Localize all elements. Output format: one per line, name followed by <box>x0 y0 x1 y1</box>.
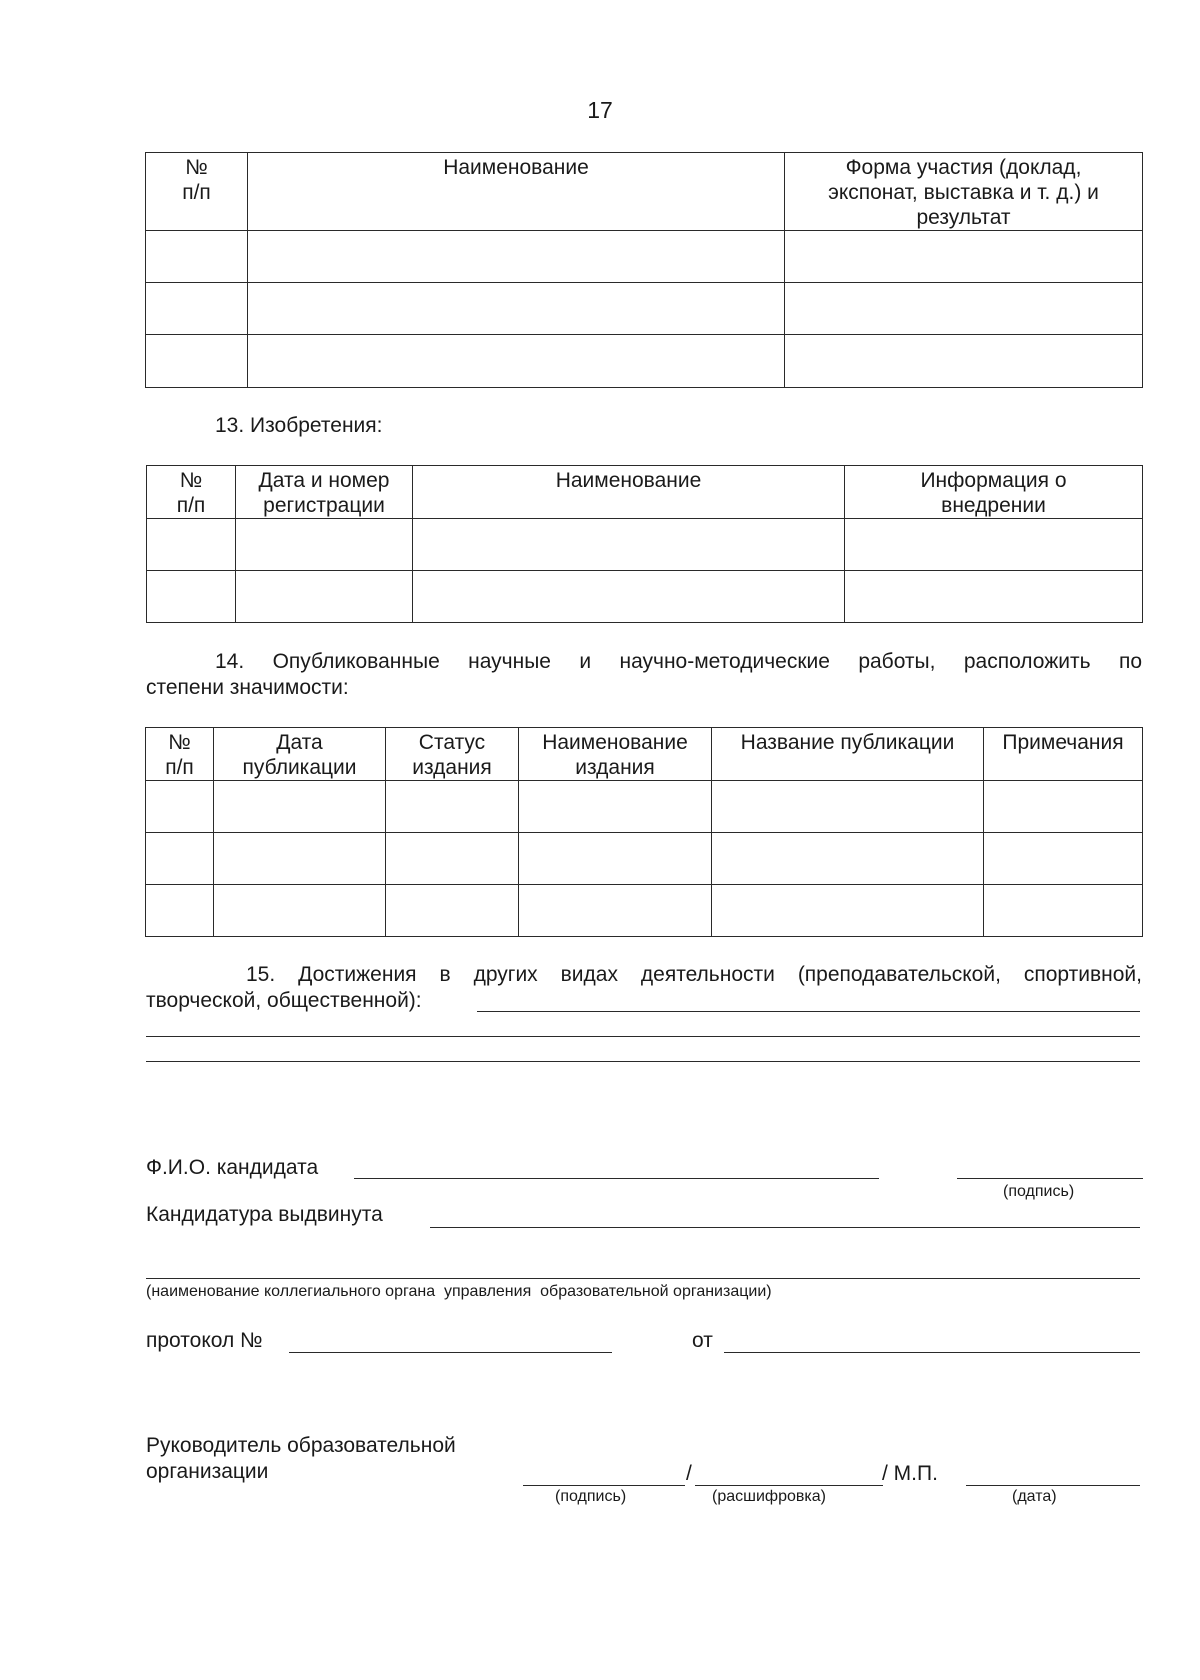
col-number-header: № п/п <box>147 466 236 519</box>
table-row <box>146 885 1143 937</box>
col-notes-header: Примечания <box>984 728 1143 781</box>
protocol-label: протокол № <box>146 1329 263 1352</box>
table-row <box>147 571 1143 623</box>
table-row <box>146 833 1143 885</box>
protocol-number-line[interactable] <box>289 1352 612 1353</box>
candidate-signature-line[interactable] <box>957 1178 1143 1179</box>
col-name-header: Наименование <box>248 153 785 231</box>
section-13-title: 13. Изобретения: <box>215 414 383 437</box>
table-row <box>146 283 1143 335</box>
inventions-table <box>146 465 1143 623</box>
candidate-name-line[interactable] <box>354 1178 879 1179</box>
table-row <box>146 335 1143 388</box>
section-14-title-line1: 14. Опубликованные научные и научно-методические работы, расположить по <box>215 650 1142 673</box>
head-signature-caption: (подпись) <box>555 1488 627 1505</box>
participation-table <box>145 152 1143 388</box>
col-edition-header: Наименование издания <box>519 728 712 781</box>
col-number-header: № п/п <box>146 728 214 781</box>
candidate-name-label: Ф.И.О. кандидата <box>146 1156 319 1179</box>
governing-body-line[interactable] <box>146 1278 1140 1279</box>
col-participation-header: Форма участия (доклад, экспонат, выставка и т. д.) и результат <box>785 153 1143 231</box>
col-implementation-header: Информация о внедрении <box>845 466 1143 519</box>
section-14-title-line2: степени значимости: <box>146 676 349 699</box>
section-15-title-line1: 15. Достижения в других видах деятельности (преподавательской, спортивной, <box>246 963 1142 986</box>
slash-separator: / <box>686 1462 692 1485</box>
head-decoding-line[interactable] <box>695 1485 883 1486</box>
head-label-line2: организации <box>146 1460 269 1483</box>
table-row <box>146 781 1143 833</box>
achievements-line[interactable] <box>146 1036 1140 1037</box>
head-date-line[interactable] <box>966 1485 1140 1486</box>
col-number-header: № п/п <box>146 153 248 231</box>
col-registration-header: Дата и номер регистрации <box>236 466 413 519</box>
table-row <box>146 231 1143 283</box>
col-date-header: Дата публикации <box>214 728 386 781</box>
page-number: 17 <box>587 97 613 123</box>
governing-body-caption: (наименование коллегиального органа управления образовательной организации) <box>146 1283 772 1300</box>
section-15-title-line2: творческой, общественной): <box>146 989 422 1012</box>
publications-table <box>145 727 1143 937</box>
head-label-line1: Руководитель образовательной <box>146 1434 456 1457</box>
nominated-label: Кандидатура выдвинута <box>146 1203 383 1226</box>
achievements-line[interactable] <box>477 1011 1140 1012</box>
table-row <box>147 519 1143 571</box>
protocol-date-line[interactable] <box>724 1352 1140 1353</box>
head-signature-line[interactable] <box>523 1485 685 1486</box>
decoding-caption: (расшифровка) <box>712 1488 826 1505</box>
date-caption: (дата) <box>1012 1488 1057 1505</box>
col-title-header: Название публикации <box>712 728 984 781</box>
nominated-line[interactable] <box>430 1227 1140 1228</box>
protocol-from-label: от <box>692 1329 713 1352</box>
achievements-line[interactable] <box>146 1061 1140 1062</box>
candidate-signature-caption: (подпись) <box>1003 1183 1075 1200</box>
stamp-place-label: / М.П. <box>882 1462 938 1485</box>
col-name-header: Наименование <box>413 466 845 519</box>
col-status-header: Статус издания <box>386 728 519 781</box>
